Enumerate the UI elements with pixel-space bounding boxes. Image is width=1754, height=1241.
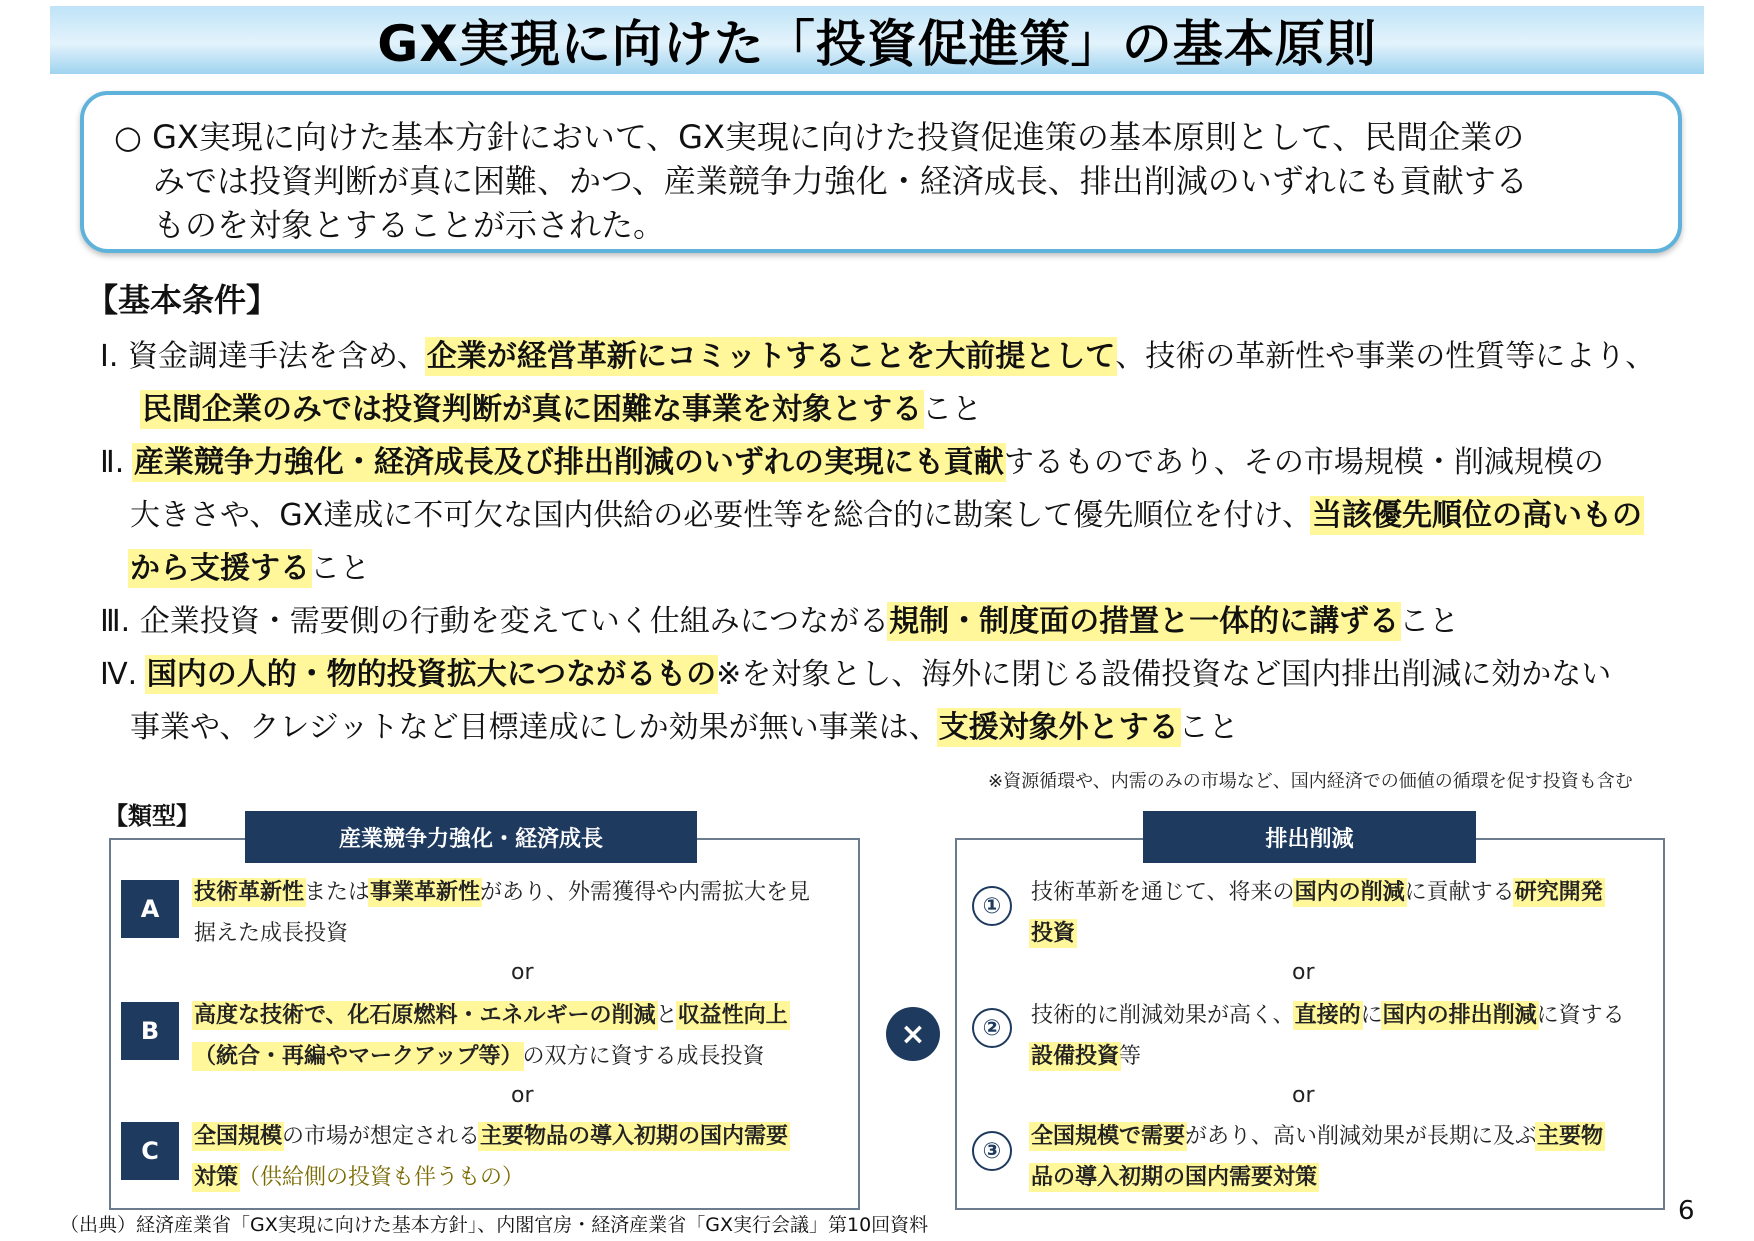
item-text: に <box>1360 1003 1383 1028</box>
highlight-text: 高度な技術で、化石原燃料・エネルギーの削減 <box>194 1003 656 1028</box>
summary-line: ○ GX実現に向けた基本方針において、GX実現に向けた投資促進策の基本原則として、民間企業の <box>114 118 1525 156</box>
highlight-text: 事業革新性 <box>370 880 481 905</box>
condition-1-cont <box>100 383 1680 436</box>
highlight-text: 国内の削減 <box>1294 880 1405 905</box>
type-b-badge: B <box>121 1002 179 1060</box>
item-text: があり、高い削減効果が長期に及ぶ <box>1185 1124 1538 1149</box>
footnote: ※資源循環や、内需のみの市場など、国内経済での価値の循環を促す投資も含む <box>988 771 1633 792</box>
condition-2-cont <box>100 542 1680 595</box>
condition-text: Ⅳ. <box>100 657 147 692</box>
highlight-text: （統合・再編やマークアップ等） <box>194 1044 523 1069</box>
condition-2-cont <box>100 489 1680 542</box>
summary-line: みでは投資判断が真に困難、かつ、産業競争力強化・経済成長、排出削減のいずれにも貢献する <box>153 162 1528 200</box>
highlight-text: 設備投資 <box>1031 1044 1120 1069</box>
highlight-text: 主要物品の導入初期の国内需要 <box>480 1124 789 1149</box>
type-c-badge: C <box>121 1122 179 1180</box>
highlight-text: 技術革新性 <box>194 880 305 905</box>
condition-text: Ⅲ. 企業投資・需要側の行動を変えていく仕組みにつながる <box>100 604 890 639</box>
highlight-text: 主要物 <box>1537 1124 1604 1149</box>
highlight-text: から支援する <box>130 551 310 586</box>
type-c-text <box>194 1116 788 1198</box>
item-text: の市場が想定される <box>282 1124 481 1149</box>
highlight-text: 国内の人的・物的投資拡大につながるもの <box>146 657 717 692</box>
item-text: 等 <box>1119 1044 1142 1069</box>
highlight-text: 企業が経営革新にコミットすることを大前提として <box>426 339 1116 374</box>
item-text: に貢献する <box>1404 880 1515 905</box>
page-number: 6 <box>1678 1196 1695 1226</box>
condition-text: 大きさや、GX達成に不可欠な国内供給の必要性等を総合的に勘案して優先順位を付け、 <box>130 498 1312 533</box>
highlight-text: 収益性向上 <box>677 1003 788 1028</box>
emission-item-1-text <box>1031 872 1603 954</box>
condition-text: こと <box>1399 604 1460 639</box>
page-title: GX実現に向けた「投資促進策」の基本原則 <box>377 15 1377 73</box>
circled-number-3: ③ <box>972 1131 1012 1171</box>
circled-number-2: ② <box>972 1008 1012 1048</box>
basic-conditions-heading: 【基本条件】 <box>86 281 279 319</box>
summary-box <box>80 91 1682 253</box>
emission-item-2-text <box>1031 995 1625 1077</box>
basic-conditions-list <box>100 330 1680 754</box>
title-band <box>50 6 1704 74</box>
item-text: 技術的に削減効果が高く、 <box>1031 1003 1295 1028</box>
emission-type-header: 排出削減 <box>1143 811 1476 863</box>
highlight-text: 国内の排出削減 <box>1382 1003 1537 1028</box>
condition-text: 、技術の革新性や事業の性質等により、 <box>1115 339 1656 374</box>
condition-text: Ⅱ. <box>100 445 134 480</box>
condition-1 <box>100 330 1680 383</box>
highlight-text: 規制・制度面の措置と一体的に講ずる <box>889 604 1400 639</box>
condition-text: 事業や、クレジットなど目標達成にしか効果が無い事業は、 <box>130 710 939 745</box>
condition-text: Ⅰ. 資金調達手法を含め、 <box>100 339 427 374</box>
highlight-text: 対策 <box>194 1165 239 1190</box>
highlight-text: 直接的 <box>1294 1003 1361 1028</box>
item-text: の双方に資する成長投資 <box>522 1044 765 1069</box>
condition-4 <box>100 648 1680 701</box>
growth-type-header: 産業競争力強化・経済成長 <box>245 811 697 863</box>
item-text: 技術革新を通じて、将来の <box>1031 880 1295 905</box>
highlight-text: 支援対象外とする <box>938 710 1179 745</box>
type-a-badge: A <box>121 880 179 938</box>
condition-text: こと <box>922 392 982 427</box>
item-text: 据えた成長投資 <box>194 921 349 946</box>
item-text: （供給側の投資も伴うもの） <box>238 1165 525 1190</box>
highlight-text: 産業競争力強化・経済成長及び排出削減のいずれの実現にも貢献 <box>133 445 1004 480</box>
condition-text: こと <box>1178 710 1239 745</box>
highlight-text: 全国規模 <box>194 1124 283 1149</box>
condition-text: するものであり、その市場規模・削減規模の <box>1003 445 1604 480</box>
highlight-text: 全国規模で需要 <box>1031 1124 1186 1149</box>
or-separator: or <box>1292 960 1315 985</box>
emission-item-3-text <box>1031 1116 1603 1198</box>
summary-line: ものを対象とすることが示された。 <box>153 206 666 244</box>
highlight-text: 品の導入初期の国内需要対策 <box>1031 1165 1318 1190</box>
highlight-text: 研究開発 <box>1514 880 1603 905</box>
item-text: または <box>304 880 371 905</box>
type-b-text <box>194 995 788 1077</box>
types-heading: 【類型】 <box>104 802 200 830</box>
type-a-text <box>194 872 810 954</box>
multiply-icon: × <box>886 1007 940 1061</box>
circled-number-1: ① <box>972 886 1012 926</box>
condition-text: こと <box>310 551 370 586</box>
item-text: があり、外需獲得や内需拡大を見 <box>480 880 811 905</box>
item-text: に資する <box>1536 1003 1625 1028</box>
highlight-text: 投資 <box>1031 921 1076 946</box>
or-separator: or <box>1292 1083 1315 1108</box>
condition-4-cont <box>100 701 1680 754</box>
highlight-text: 民間企業のみでは投資判断が真に困難な事業を対象とする <box>142 392 922 427</box>
condition-2 <box>100 436 1680 489</box>
or-separator: or <box>511 1083 534 1108</box>
condition-text: ※を対象とし、海外に閉じる設備投資など国内排出削減に効かない <box>716 657 1612 692</box>
highlight-text: 当該優先順位の高いもの <box>1312 498 1642 533</box>
condition-3 <box>100 595 1680 648</box>
or-separator: or <box>511 960 534 985</box>
source-citation: （出典）経済産業省「GX実現に向けた基本方針」、内閣官房・経済産業省「GX実行会議」第10回資料 <box>60 1214 929 1236</box>
item-text: と <box>655 1003 678 1028</box>
